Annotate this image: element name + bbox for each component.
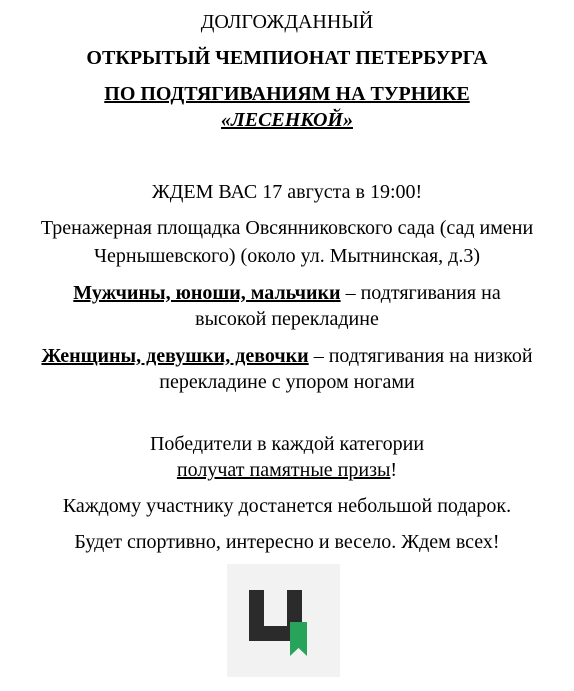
winners-line-2 (0, 458, 574, 482)
header-line-awaited: ДОЛГОЖДАННЫЙ (200, 11, 374, 33)
closing-line: Будет спортивно, интересно и весело. Ждем всех! (74, 531, 500, 553)
header-line-pullups: ПО ПОДТЯГИВАНИЯМ НА ТУРНИКЕ (104, 83, 470, 105)
winners-prizes-text: получат памятные призы (176, 459, 391, 481)
location-line-1: Тренажерная площадка Овсянниковского сада (сад имени (40, 217, 534, 239)
header-line-ladder: «ЛЕСЕНКОЙ» (221, 109, 353, 131)
ts-bookmark-logo-icon (227, 564, 340, 677)
winners-line-1: Победители в каждой категории (149, 433, 425, 455)
logo-tile (227, 564, 340, 677)
location-line-2: Чернышевского) (около ул. Мытнинская, д.3) (93, 245, 480, 267)
women-category-text: – подтягивания на низкой (308, 345, 533, 367)
men-category-label: Мужчины, юноши, мальчики (73, 282, 341, 304)
header-line-championship: ОТКРЫТЫЙ ЧЕМПИОНАТ ПЕТЕРБУРГА (86, 47, 488, 69)
logo-bookmark-shape (290, 622, 307, 656)
men-category-line (0, 281, 574, 305)
men-category-text: – подтягивания на (340, 282, 501, 304)
event-date: ЖДЕМ ВАС 17 августа в 19:00! (151, 181, 423, 203)
winners-exclamation: ! (390, 459, 398, 481)
gift-line: Каждому участнику достанется небольшой подарок. (62, 495, 512, 517)
women-category-label: Женщины, девушки, девочки (41, 345, 309, 367)
women-category-line (0, 344, 574, 368)
men-category-line-2: высокой перекладине (195, 308, 379, 330)
women-category-line-2: перекладине с упором ногами (159, 371, 415, 393)
